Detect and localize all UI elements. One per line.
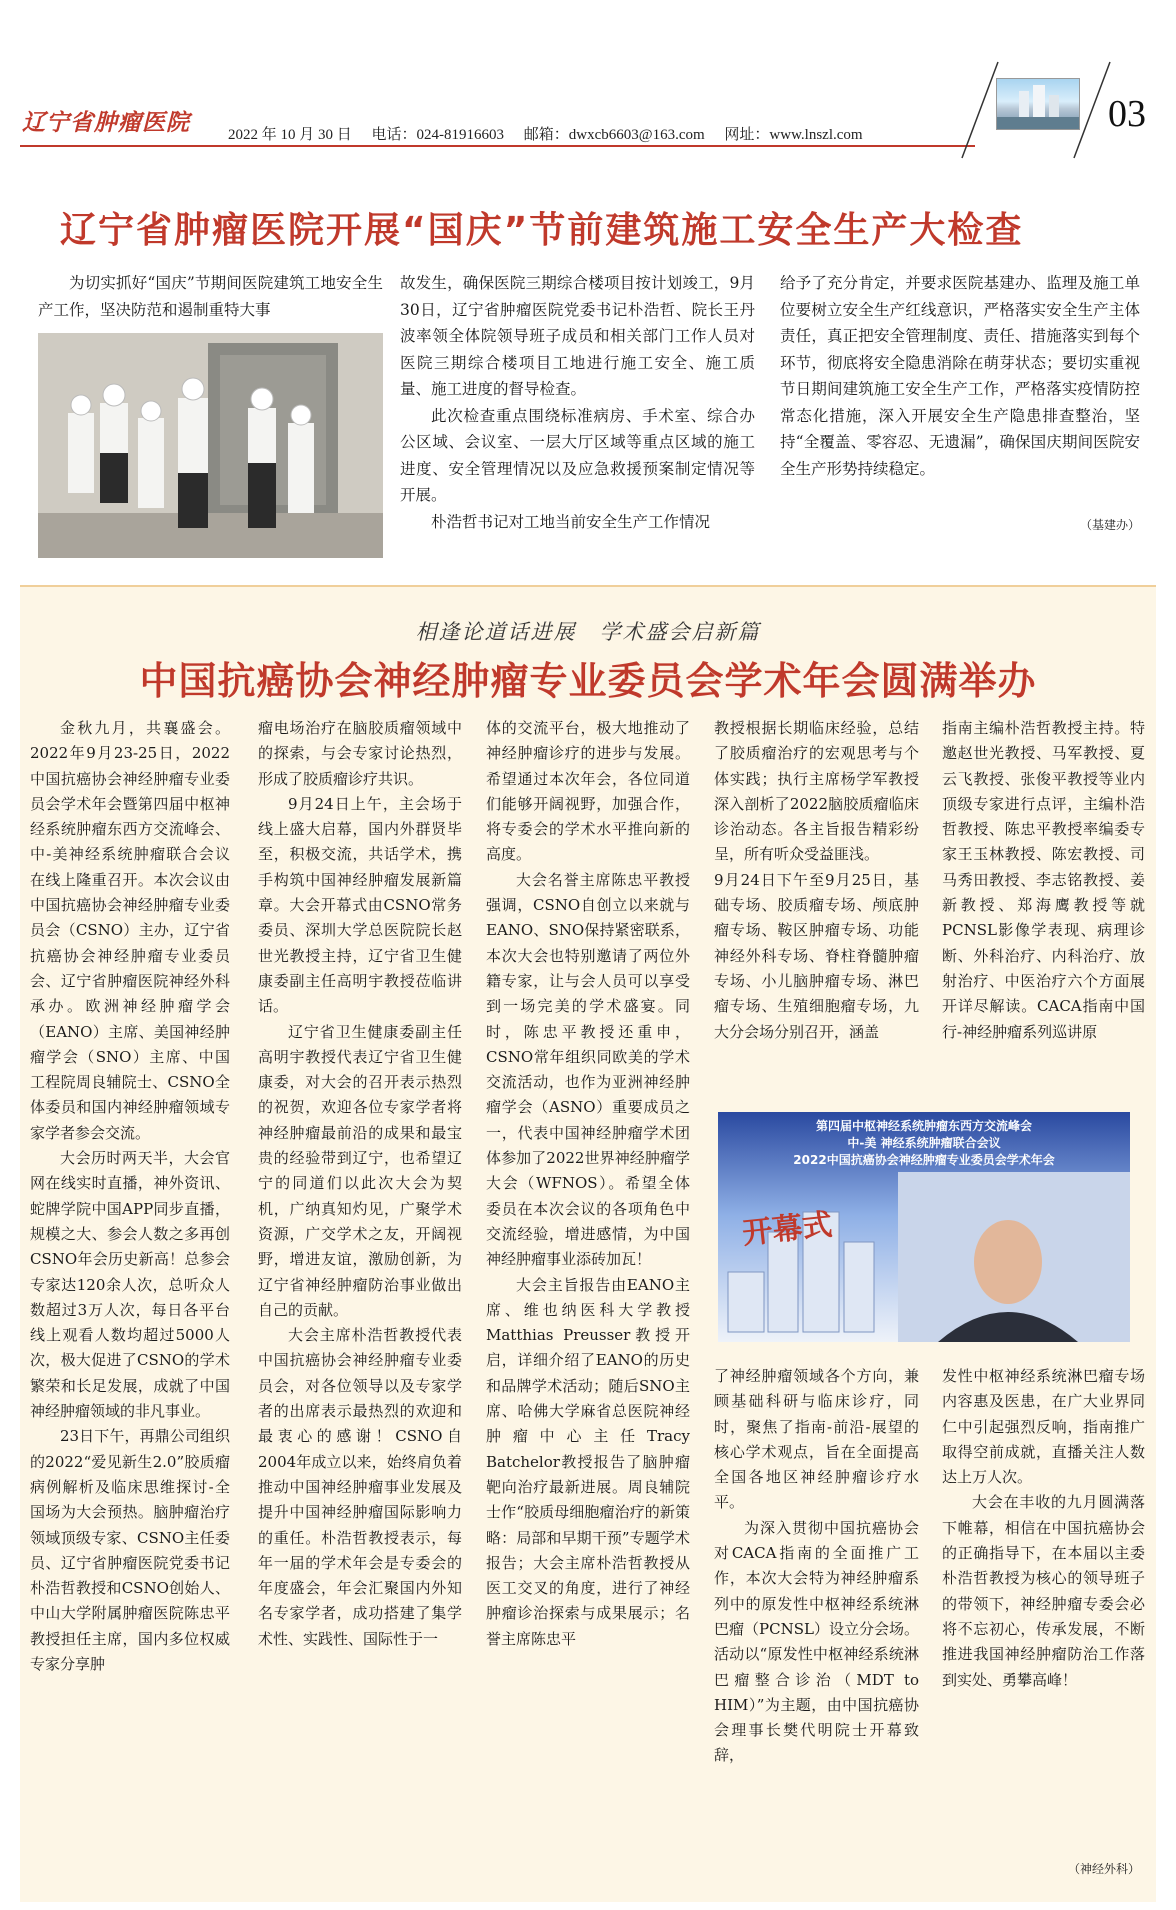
header-divider-left [960,60,1000,160]
article2-paragraph: 大会历时两天半，大会官网在线实时直播，神外资讯、蛇牌学院中国APP同步直播，规模之大、参会人数之多再创CSNO年会历史新高！总参会专家达120余人次，总听众人数超过3万人次，每日各平台线上观看人数均超过5000人次，极大促进了CSNO的学术繁荣和长足发展，成就了中国神经肿瘤领域的非凡事业。 [30,1149,230,1421]
conference-photo [718,1112,1130,1342]
header-rule [20,145,975,147]
phone-text: 电话：024-81916603 [371,127,505,143]
banner-line-3: 2022中国抗癌协会神经肿瘤专业委员会学术年会 [793,1153,1055,1167]
article2-paragraph: 辽宁省卫生健康委副主任高明宇教授代表辽宁省卫生健康委，对大会的召开表示热烈的祝贺，欢迎各位专家学者将神经肿瘤最前沿的成果和最宝贵的经验带到辽宁，也希望辽宁的同道们以此次大会为契机，广纳真知灼见，广聚学术资源，广交学术之友，开阔视野，增进友谊，激励创新，为辽宁省神经肿瘤防治事业做出自己的贡献。 [258,1022,462,1319]
inspection-photo [38,333,383,558]
article2-title: 中国抗癌协会神经肿瘤专业委员会学术年会圆满举办 [139,659,1037,703]
article2-column-5 [942,716,1145,1045]
article2-paragraph: 大会主席朴浩哲教授代表中国抗癌协会神经肿瘤专业委员会，对各位领导以及专家学者的出席表示最热烈的欢迎和最衷心的感谢！CSNO自2004年成立以来，始终肩负着推动中国神经肿瘤事业发展及提升中国神经肿瘤国际影响力的重任。朴浩哲教授表示，每年一届的学术年会是专委会的年度盛会，年会汇聚国内外知名专家学者，成功搭建了集学术性、实践性、国际性于一 [258,1326,462,1648]
article1-paragraph: 为切实抓好“国庆”节期间医院建筑工地安全生产工作，坚决防范和遏制重特大事 [38,274,383,319]
article2-paragraph: 金秋九月，共襄盛会。2022年9月23-25日，2022中国抗癌协会神经肿瘤专业委员会学术年会暨第四届中枢神经系统肿瘤东西方交流峰会、中-美神经系统肿瘤联合会议在线上隆重召开。本次会议由中国抗癌协会神经肿瘤专业委员会（CSNO）主办，辽宁省抗癌协会神经肿瘤专业委员会、辽宁省肿瘤医院神经外科承办。欧洲神经肿瘤学会（EANO）主席、美国神经肿瘤学会（SNO）主席、中国工程院周良辅院士、CSNO全体委员和国内神经肿瘤领域专家学者参会交流。 [30,719,230,1142]
article2-paragraph: 为深入贯彻中国抗癌协会对CACA指南的全面推广工作，本次大会特为神经肿瘤系列中的原发性中枢神经系统淋巴瘤（PCNSL）设立分会场。活动以“原发性中枢神经系统淋巴瘤整合诊治（MDT to HIM）”为主题，由中国抗癌协会理事长樊代明院士开幕致辞， [714,1518,919,1765]
article2-paragraph: 大会在丰收的九月圆满落下帷幕，相信在中国抗癌协会的正确指导下，在本届以主委朴浩哲教授为核心的领导班子的带领下，神经肿瘤专委会必将不忘初心，传承发展，不断推进我国神经肿瘤防治工作落到实处、勇攀高峰！ [942,1493,1145,1689]
opening-ceremony-label: 开幕式 [740,1207,834,1252]
article1-column-1 [38,270,383,323]
article2-paragraph: 23日下午，再鼎公司组织的2022“爱见新生2.0”胶质瘤病例解析及临床思维探讨-全国场为大会预热。脑肿瘤治疗领域顶级专家、CSNO主任委员、辽宁省肿瘤医院党委书记朴浩哲教授和CSNO创始人、中山大学附属肿瘤医院陈忠平教授担任主席，国内多位权威专家分享肿 [30,1427,230,1673]
hospital-building-thumbnail [996,78,1080,130]
article2-column-4 [714,716,919,1045]
article1-paragraph: 故发生，确保医院三期综合楼项目按计划竣工，9月30日，辽宁省肿瘤医院党委书记朴浩哲、院长王丹波率领全体院领导班子成员和相关部门工作人员对医院三期综合楼项目工地进行施工安全、施工质量、施工进度的督导检查。 [400,274,755,398]
banner-line-1: 第四届中枢神经系统肿瘤东西方交流峰会 [815,1119,1032,1133]
article2-column-1 [30,716,230,1677]
article1-column-2 [400,270,755,535]
email-text: 邮箱：dwxcb6603@163.com [523,127,705,143]
hospital-logo: 辽宁省肿瘤医院 [22,109,190,136]
article2-column-5-lower [942,1364,1145,1693]
article2-paragraph: 9月24日上午，主会场于线上盛大启幕，国内外群贤毕至，积极交流，共话学术，携手构筑中国神经肿瘤发展新篇章。大会开幕式由CSNO常务委员、深圳大学总医院院长赵世光教授主持，辽宁省卫生健康委副主任高明宇教授莅临讲话。 [258,794,462,1016]
page-number: 03 [1108,93,1146,135]
inspection-scene [38,333,383,558]
masthead-info [228,123,879,144]
article1-paragraph: 给予了充分肯定，并要求医院基建办、监理及施工单位要树立安全生产红线意识，严格落实安全生产主体责任，真正把安全管理制度、责任、措施落实到每个环节，彻底将安全隐患消除在萌芽状态；要切实重视节日期间建筑施工安全生产工作，严格落实疫情防控常态化措施，深入开展安全生产隐患排查整治，坚持“全覆盖、零容忍、无遗漏”，确保国庆期间医院安全生产形势持续稳定。 [780,274,1140,478]
article2-column-3 [486,716,690,1652]
banner-line-2: 中-美 神经系统肿瘤联合会议 [847,1136,1001,1150]
article1-paragraph: 此次检查重点围绕标准病房、手术室、综合办公区域、会议室、一层大厅区域等重点区域的施工进度、安全管理情况以及应急救援预案制定情况等开展。 [400,406,755,504]
article2-paragraph: 瘤电场治疗在脑胶质瘤领域中的探索，与会专家讨论热烈，形成了胶质瘤诊疗共识。 [258,719,462,788]
article2-paragraph: 体的交流平台，极大地推动了神经肿瘤诊疗的进步与发展。希望通过本次年会，各位同道们能够开阔视野，加强合作，将专委会的学术水平推向新的高度。 [486,719,690,864]
article1-credit: （基建办） [1079,518,1140,532]
article2-paragraph: 了神经肿瘤领域各个方向，兼顾基础科研与临床诊疗，同时，聚焦了指南-前沿-展望的核心学术观点，旨在全面提高全国各地区神经肿瘤诊疗水平。 [714,1367,919,1512]
article1-title: 辽宁省肿瘤医院开展“国庆”节前建筑施工安全生产大检查 [60,210,1024,251]
issue-date: 2022 年 10 月 30 日 [228,127,352,143]
article2-paragraph: 大会名誉主席陈忠平教授强调，CSNO自创立以来就与EANO、SNO保持紧密联系，本次大会也特别邀请了两位外籍专家，让与会人员可以享受到一场完美的学术盛宴。同时，陈忠平教授还重申，CSNO常年组织同欧美的学术交流活动，也作为亚洲神经肿瘤学会（ASNO）重要成员之一，代表中国神经肿瘤学术团体参加了2022世界神经肿瘤学大会（WFNOS）。希望全体委员在本次会议的各项角色中交流经验，增进感情，为中国神经肿瘤事业添砖加瓦！ [486,870,690,1269]
article2-paragraph: 大会主旨报告由EANO主席、维也纳医科大学教授Matthias Preusser教授开启，详细介绍了EANO的历史和品牌学术活动；随后SNO主席、哈佛大学麻省总医院神经肿瘤中心主任Tracy Batchelor教授报告了脑肿瘤靶向治疗最新进展。周良辅院士作“胶质母细胞瘤治疗的新策略：局部和早期干预”专题学术报告；大会主席朴浩哲教授从医工交叉的角度，进行了神经肿瘤诊治探索与成果展示；名誉主席陈忠平 [486,1275,690,1648]
article2-credit: （神经外科） [1067,1862,1140,1876]
article2-kicker: 相逢论道话进展 学术盛会启新篇 [415,620,761,644]
article2-paragraph: 9月24日下午至9月25日，基础专场、胶质瘤专场、颅底肿瘤专场、鞍区肿瘤专场、功能神经外科专场、脊柱脊髓肿瘤专场、小儿脑肿瘤专场、淋巴瘤专场、生殖细胞瘤专场，九大分会场分别召开，涵盖 [714,870,919,1041]
article1-paragraph: 朴浩哲书记对工地当前安全生产工作情况 [431,512,711,531]
article2-paragraph: 指南主编朴浩哲教授主持。特邀赵世光教授、马军教授、夏云飞教授、张俊平教授等业内顶级专家进行点评，主编朴浩哲教授、陈忠平教授率编委专家王玉林教授、陈宏教授、司马秀田教授、李志铭教授、姜新教授、郑海鹰教授等就PCNSL影像学表现、病理诊断、外科治疗、内科治疗、放射治疗、中医治疗六个方面展开详尽解读。CACA指南中国行-神经肿瘤系列巡讲原 [942,719,1145,1041]
article1-column-3 [780,270,1140,482]
article2-paragraph: 发性中枢神经系统淋巴瘤专场内容惠及医患，在广大业界同仁中引起强烈反响，指南推广取得空前成就，直播关注人数达上万人次。 [942,1367,1145,1487]
article2-column-2 [258,716,462,1652]
article2-column-4-lower [714,1364,919,1769]
header-divider-right [1072,60,1112,160]
article2-paragraph: 教授根据长期临床经验，总结了胶质瘤治疗的宏观思考与个体实践；执行主席杨学军教授深入剖析了2022脑胶质瘤临床诊治动态。各主旨报告精彩纷呈，所有听众受益匪浅。 [714,719,919,864]
website-text: 网址：www.lnszl.com [724,127,863,143]
building-image [997,79,1079,129]
